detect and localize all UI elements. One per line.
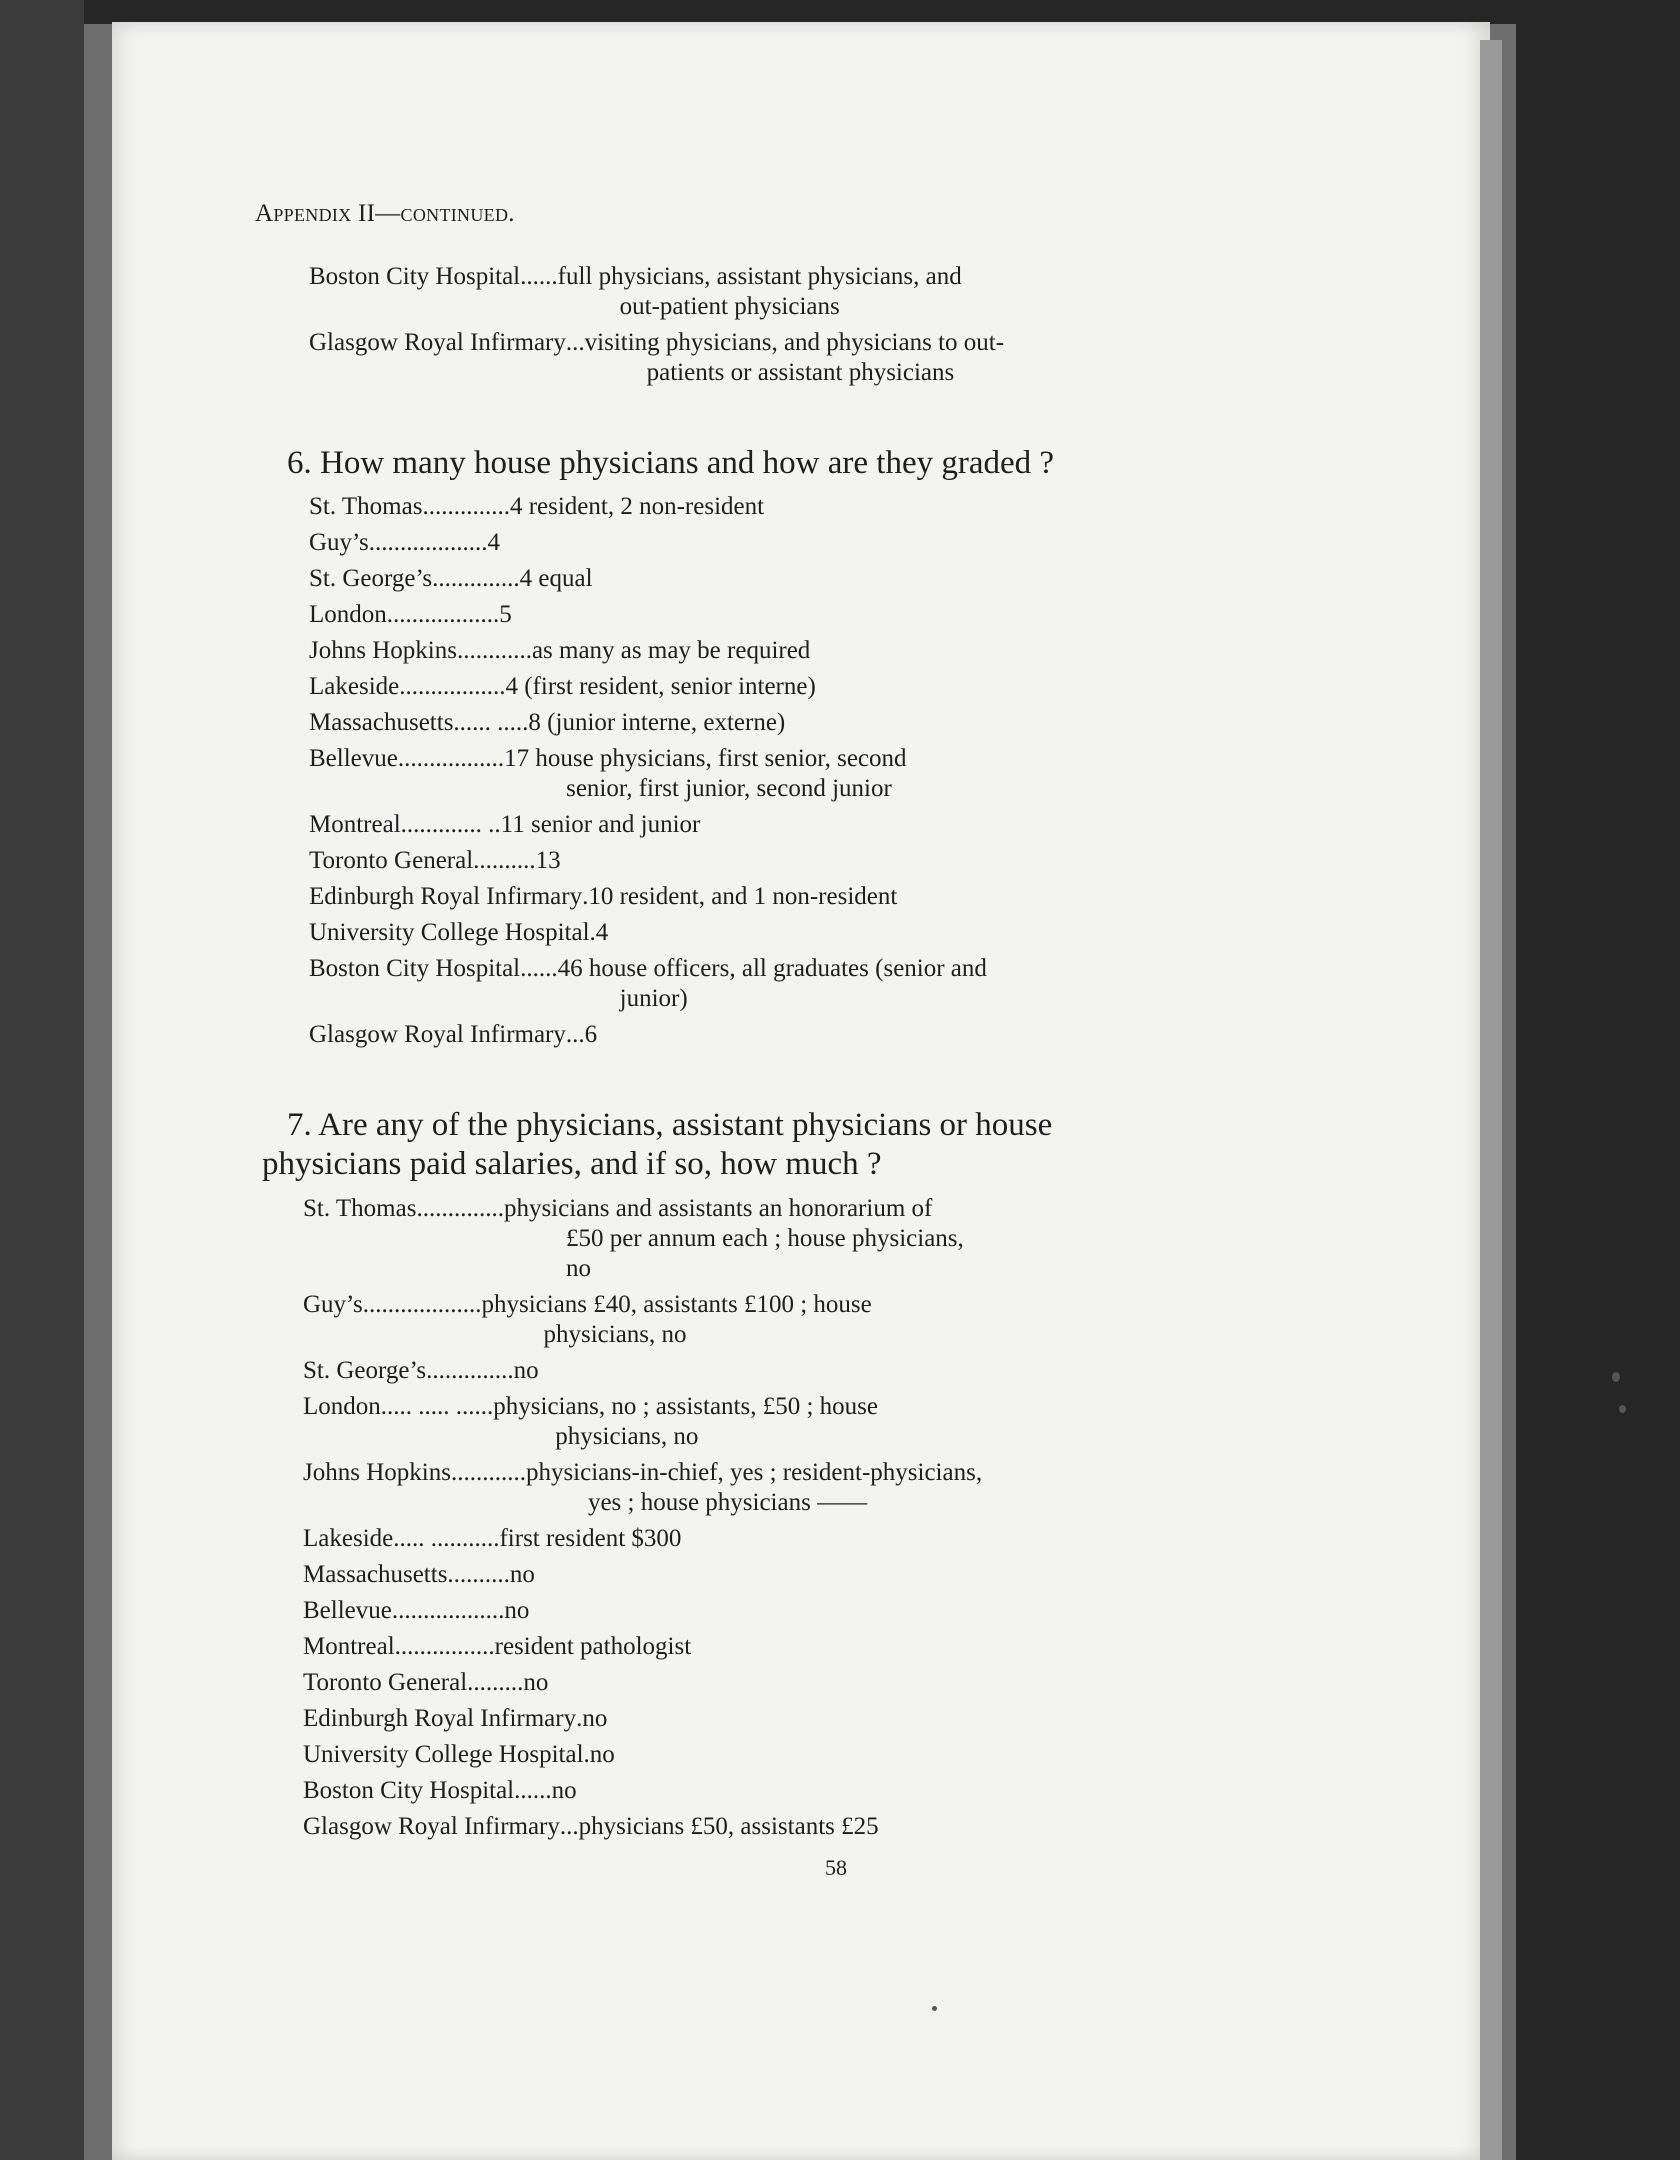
list-item	[309, 528, 1384, 558]
hospital-name: Massachusetts	[303, 1561, 448, 1588]
answer-line: physicians £40, assistants £100 ; house	[481, 1291, 872, 1318]
hospital-name: Montreal	[309, 811, 401, 838]
hospital-name: St. Thomas	[309, 493, 423, 520]
page-number: 58	[825, 1855, 847, 1880]
question-7-line2: physicians paid salaries, and if so, how much ?	[262, 1146, 882, 1182]
answer-line: 10 resident, and 1 non-resident	[588, 883, 898, 910]
answer-text	[582, 1704, 1383, 1734]
dot-leader: ..........	[473, 847, 536, 874]
appendix-header-text: Appendix II—continued.	[255, 200, 515, 227]
hospital-name: Boston City Hospital	[309, 955, 521, 982]
answer-line: no	[509, 1561, 535, 1588]
answer-text	[523, 1668, 1383, 1698]
dot-leader: ...	[565, 1021, 585, 1048]
answer-text	[552, 1776, 1383, 1806]
answer-text	[558, 954, 1384, 1014]
question-7-answers	[303, 1194, 1383, 1848]
dot-leader: ..... ...........	[393, 1525, 500, 1552]
answer-text	[504, 744, 1384, 804]
dot-leader: ..............	[416, 1195, 504, 1222]
page-edge	[1480, 40, 1502, 2160]
hospital-name: Glasgow Royal Infirmary	[309, 329, 566, 356]
list-item	[303, 1668, 1383, 1698]
answer-continuation: out-patient physicians	[619, 293, 840, 320]
dot-leader: ..............	[432, 565, 520, 592]
answer-text	[501, 810, 1384, 840]
answer-line: physicians, no ; assistants, £50 ; house	[493, 1393, 878, 1420]
answer-line: no	[513, 1357, 539, 1384]
hospital-name: Glasgow Royal Infirmary	[303, 1813, 560, 1840]
list-item	[309, 846, 1384, 876]
list-item	[309, 744, 1384, 804]
list-item	[309, 328, 1384, 388]
hospital-name: Johns Hopkins	[303, 1459, 451, 1486]
dot-leader: ......	[514, 1777, 552, 1804]
dot-leader: ................	[394, 1633, 495, 1660]
answer-text	[499, 1524, 1383, 1554]
dust-speck	[1612, 1372, 1620, 1382]
answer-text	[520, 564, 1384, 594]
hospital-name: London	[303, 1393, 381, 1420]
answer-continuation: £50 per annum each ; house physicians,	[565, 1225, 964, 1252]
answer-line: 6	[584, 1021, 598, 1048]
hospital-name: Toronto General	[303, 1669, 468, 1696]
dot-leader: ...	[565, 329, 585, 356]
dot-leader: ..........	[447, 1561, 510, 1588]
answer-line: no	[504, 1597, 530, 1624]
list-item	[303, 1596, 1383, 1626]
answer-line: no	[589, 1741, 615, 1768]
dot-leader: ..... ..... ......	[380, 1393, 494, 1420]
answer-text	[590, 1740, 1383, 1770]
answer-line: visiting physicians, and physicians to out-	[584, 329, 1005, 356]
answer-line: physicians £50, assistants £25	[578, 1813, 879, 1840]
answer-line: 13	[535, 847, 561, 874]
dot-leader: ...................	[362, 1291, 482, 1318]
hospital-name: Guy’s	[309, 529, 369, 556]
answer-continuation: no	[565, 1255, 591, 1282]
answer-continuation: yes ; house physicians ——	[587, 1489, 868, 1516]
hospital-name: Bellevue	[303, 1597, 392, 1624]
answer-line: physicians and assistants an honorarium of	[503, 1195, 933, 1222]
answer-text	[588, 882, 1384, 912]
answer-line: 46 house officers, all graduates (senior and	[557, 955, 987, 982]
list-item	[303, 1290, 1383, 1350]
dot-leader: .................	[399, 673, 506, 700]
answer-text	[579, 1812, 1383, 1842]
answer-text	[585, 328, 1384, 388]
list-item	[309, 1020, 1384, 1050]
list-item	[309, 954, 1384, 1014]
hospital-name: Lakeside	[303, 1525, 394, 1552]
question-7-line1: 7. Are any of the physicians, assistant physicians or house	[287, 1107, 1053, 1143]
hospital-name: University College Hospital	[303, 1741, 584, 1768]
dot-leader: ...	[559, 1813, 579, 1840]
answer-line: 4	[487, 529, 500, 556]
dot-leader: .........	[467, 1669, 524, 1696]
answer-text	[505, 672, 1384, 702]
answer-text	[558, 262, 1384, 322]
list-item	[309, 600, 1384, 630]
list-item	[309, 564, 1384, 594]
hospital-name: Massachusetts	[309, 709, 454, 736]
dot-leader: ..............	[422, 493, 510, 520]
answer-text	[510, 492, 1384, 522]
list-item	[303, 1776, 1383, 1806]
answer-text	[504, 1194, 1383, 1284]
answer-text	[510, 1560, 1383, 1590]
answer-text	[514, 1356, 1383, 1386]
dot-leader: .	[582, 883, 589, 910]
hospital-name: Edinburgh Royal Infirmary	[303, 1705, 577, 1732]
list-item	[303, 1812, 1383, 1842]
hospital-name: St. George’s	[309, 565, 433, 592]
answer-line: 8 (junior interne, externe)	[528, 709, 786, 736]
scan-background	[0, 0, 84, 2160]
answer-line: physicians-in-chief, yes ; resident-physicians,	[525, 1459, 983, 1486]
hospital-name: Boston City Hospital	[309, 263, 521, 290]
hospital-name: St. Thomas	[303, 1195, 417, 1222]
answer-text	[487, 528, 1384, 558]
answer-text	[495, 1632, 1383, 1662]
list-item	[303, 1632, 1383, 1662]
question-6-answers	[309, 492, 1384, 1056]
dot-leader: ............	[456, 637, 532, 664]
list-item	[309, 492, 1384, 522]
list-item	[303, 1194, 1383, 1284]
dot-leader: ............. ..	[400, 811, 501, 838]
answer-text	[526, 1458, 1383, 1518]
appendix-header	[255, 200, 515, 228]
list-item	[303, 1704, 1383, 1734]
answer-line: as many as may be required	[531, 637, 811, 664]
answer-text	[596, 918, 1384, 948]
answer-text	[481, 1290, 1383, 1350]
answer-text	[493, 1392, 1383, 1452]
answer-text	[528, 708, 1384, 738]
answer-line: no	[551, 1777, 577, 1804]
hospital-name: Guy’s	[303, 1291, 363, 1318]
hospital-name: Toronto General	[309, 847, 474, 874]
list-item	[303, 1392, 1383, 1452]
answer-line: first resident $300	[499, 1525, 682, 1552]
answer-continuation: senior, first junior, second junior	[566, 775, 892, 802]
answer-line: 4 resident, 2 non-resident	[509, 493, 765, 520]
answer-continuation: patients or assistant physicians	[646, 359, 955, 386]
dot-leader: ..................	[386, 601, 500, 628]
answer-line: 4 (first resident, senior interne)	[505, 673, 816, 700]
hospital-name: London	[309, 601, 387, 628]
answer-text	[585, 1020, 1384, 1050]
answer-line: no	[582, 1705, 608, 1732]
list-item	[303, 1560, 1383, 1590]
answer-text	[532, 636, 1384, 666]
answer-text	[536, 846, 1384, 876]
list-item	[309, 636, 1384, 666]
answer-text	[504, 1596, 1383, 1626]
list-item	[309, 918, 1384, 948]
list-item	[309, 262, 1384, 322]
dot-leader: .................	[397, 745, 505, 772]
question-6: 6. How many house physicians and how are they graded ?	[287, 445, 1055, 481]
dot-leader: .	[589, 919, 596, 946]
list-item	[303, 1458, 1383, 1518]
dot-leader: ......	[520, 263, 558, 290]
dot-leader: ............	[450, 1459, 526, 1486]
list-item	[309, 882, 1384, 912]
answer-continuation: junior)	[619, 985, 688, 1012]
hospital-name: Montreal	[303, 1633, 395, 1660]
answer-continuation: physicians, no	[555, 1423, 699, 1450]
dust-speck	[932, 2006, 937, 2011]
answer-line: 5	[499, 601, 512, 628]
dot-leader: .	[583, 1741, 590, 1768]
answer-text	[499, 600, 1384, 630]
answer-line: 17 house physicians, first senior, second	[504, 745, 907, 772]
hospital-name: Boston City Hospital	[303, 1777, 515, 1804]
list-item	[309, 708, 1384, 738]
answer-line: full physicians, assistant physicians, and	[557, 263, 962, 290]
hospital-name: Bellevue	[309, 745, 398, 772]
list-item	[309, 810, 1384, 840]
hospital-name: St. George’s	[303, 1357, 427, 1384]
answer-continuation: physicians, no	[543, 1321, 687, 1348]
answer-line: 4 equal	[519, 565, 593, 592]
hospital-name: Johns Hopkins	[309, 637, 457, 664]
list-item	[309, 672, 1384, 702]
hospital-name: Lakeside	[309, 673, 400, 700]
answer-line: resident pathologist	[494, 1633, 692, 1660]
dust-speck	[1619, 1405, 1626, 1413]
hospital-name: University College Hospital	[309, 919, 590, 946]
dot-leader: ......	[520, 955, 558, 982]
dot-leader: .	[576, 1705, 583, 1732]
answer-line: 11 senior and junior	[500, 811, 701, 838]
hospital-name: Glasgow Royal Infirmary	[309, 1021, 566, 1048]
dot-leader: ...................	[368, 529, 488, 556]
list-item	[303, 1740, 1383, 1770]
list-item	[303, 1356, 1383, 1386]
dot-leader: ...... .....	[453, 709, 529, 736]
dot-leader: ..............	[426, 1357, 514, 1384]
answer-line: 4	[595, 919, 609, 946]
answer-line: no	[523, 1669, 549, 1696]
section5-tail	[309, 262, 1384, 394]
dot-leader: ..................	[391, 1597, 505, 1624]
list-item	[303, 1524, 1383, 1554]
hospital-name: Edinburgh Royal Infirmary	[309, 883, 583, 910]
